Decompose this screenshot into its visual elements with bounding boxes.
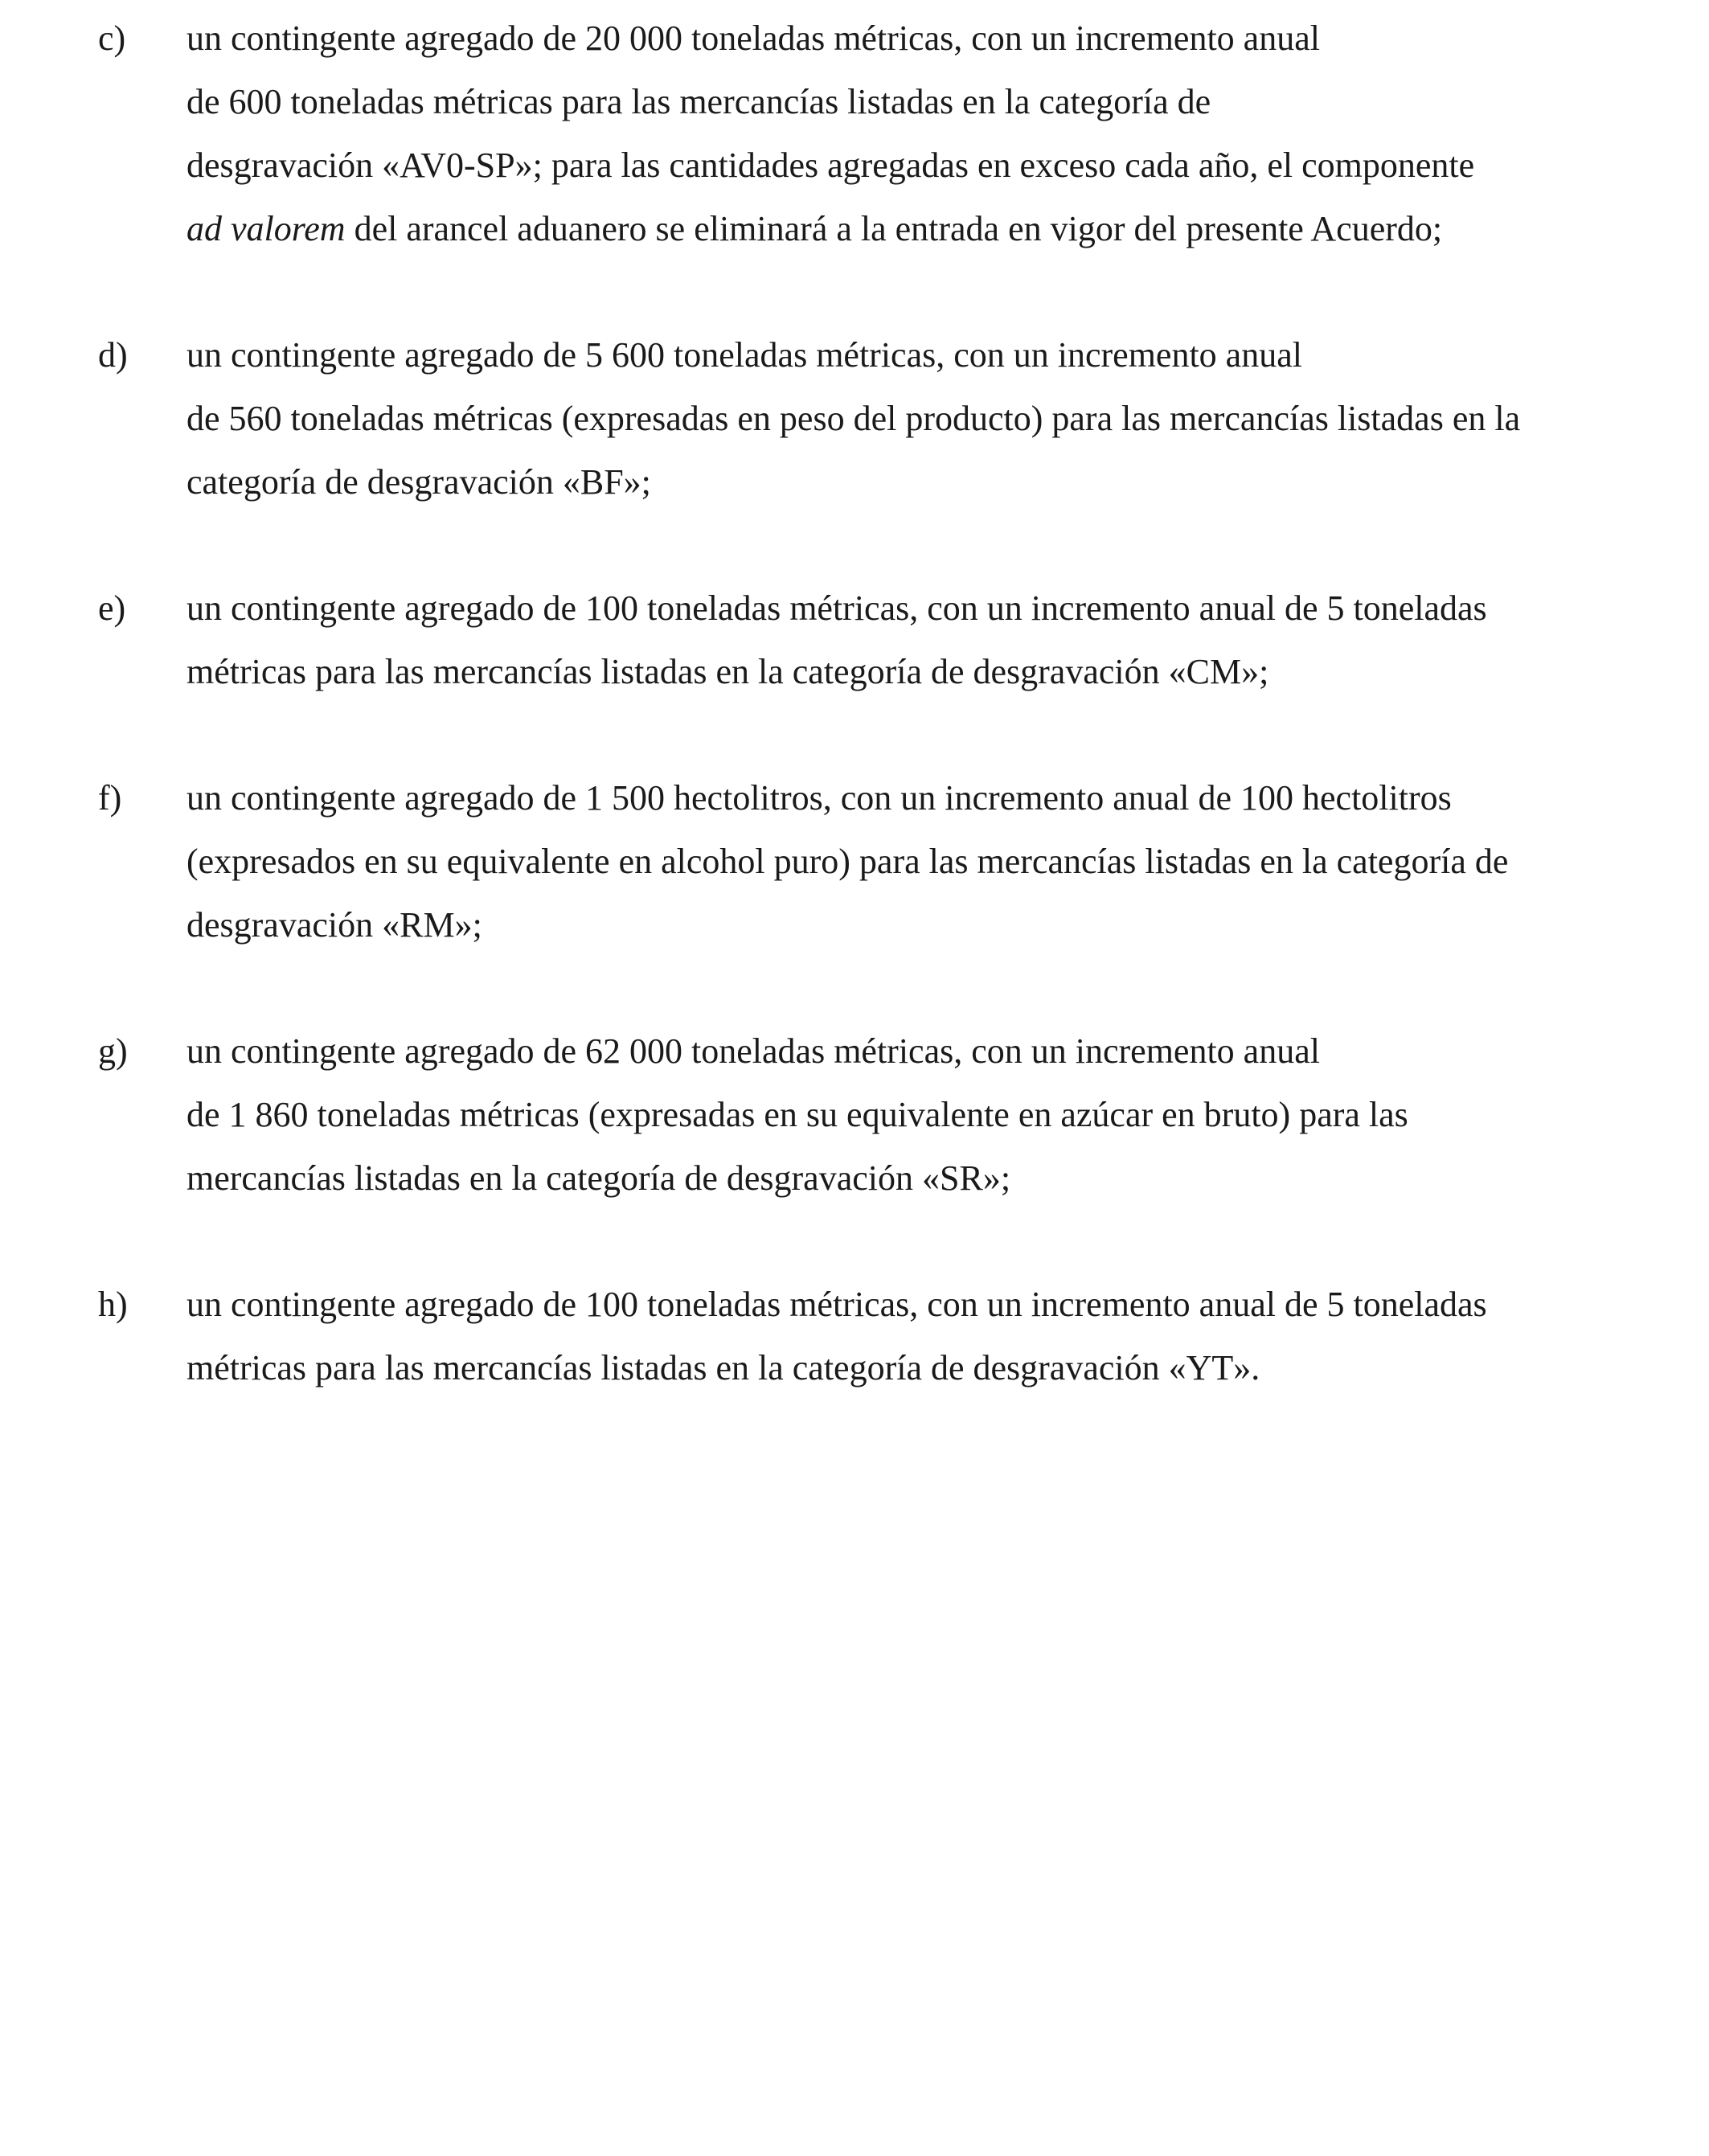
item-letter: d) <box>98 335 128 375</box>
item-line: desgravación «RM»; <box>186 905 482 945</box>
item-line: categoría de desgravación «BF»; <box>186 462 651 502</box>
item-line: de 1 860 toneladas métricas (expresadas en su equivalente en azúcar en bruto) para las <box>186 1095 1408 1134</box>
item-body <box>186 1019 1625 1210</box>
item-line: un contingente agregado de 62 000 toneladas métricas, con un incremento anual <box>186 1031 1320 1071</box>
item-line: mercancías listadas en la categoría de desgravación «SR»; <box>186 1158 1011 1198</box>
item-letter: e) <box>98 588 126 628</box>
item-line: (expresados en su equivalente en alcohol puro) para las mercancías listadas en la categoría de <box>186 842 1509 881</box>
item-letter: c) <box>98 18 126 58</box>
item-letter: f) <box>98 778 122 818</box>
item-line: un contingente agregado de 100 toneladas métricas, con un incremento anual de 5 toneladas <box>186 1285 1487 1324</box>
item-body <box>186 323 1625 514</box>
item-letter: g) <box>98 1031 128 1071</box>
item-line: desgravación «AV0-SP»; para las cantidades agregadas en exceso cada año, el componente <box>186 146 1475 185</box>
item-line: métricas para las mercancías listadas en la categoría de desgravación «CM»; <box>186 652 1269 691</box>
item-line: de 560 toneladas métricas (expresadas en peso del producto) para las mercancías listadas en la <box>186 399 1521 438</box>
item-body <box>186 766 1625 957</box>
item-line: un contingente agregado de 1 500 hectolitros, con un incremento anual de 100 hectolitros <box>186 778 1452 818</box>
item-line: métricas para las mercancías listadas en la categoría de desgravación «YT». <box>186 1348 1260 1387</box>
item-body <box>186 1273 1625 1400</box>
item-line <box>186 197 1625 260</box>
item-body <box>186 576 1625 703</box>
item-line: un contingente agregado de 20 000 toneladas métricas, con un incremento anual <box>186 18 1320 58</box>
item-line: de 600 toneladas métricas para las mercancías listadas en la categoría de <box>186 82 1211 121</box>
item-line: un contingente agregado de 5 600 toneladas métricas, con un incremento anual <box>186 335 1302 375</box>
item-body <box>186 6 1625 260</box>
item-letter: h) <box>98 1285 128 1324</box>
item-line-rest: del arancel aduanero se eliminará a la entrada en vigor del presente Acuerdo; <box>345 209 1443 248</box>
italic-term: ad valorem <box>186 209 346 248</box>
item-line: un contingente agregado de 100 toneladas métricas, con un incremento anual de 5 toneladas <box>186 588 1487 628</box>
